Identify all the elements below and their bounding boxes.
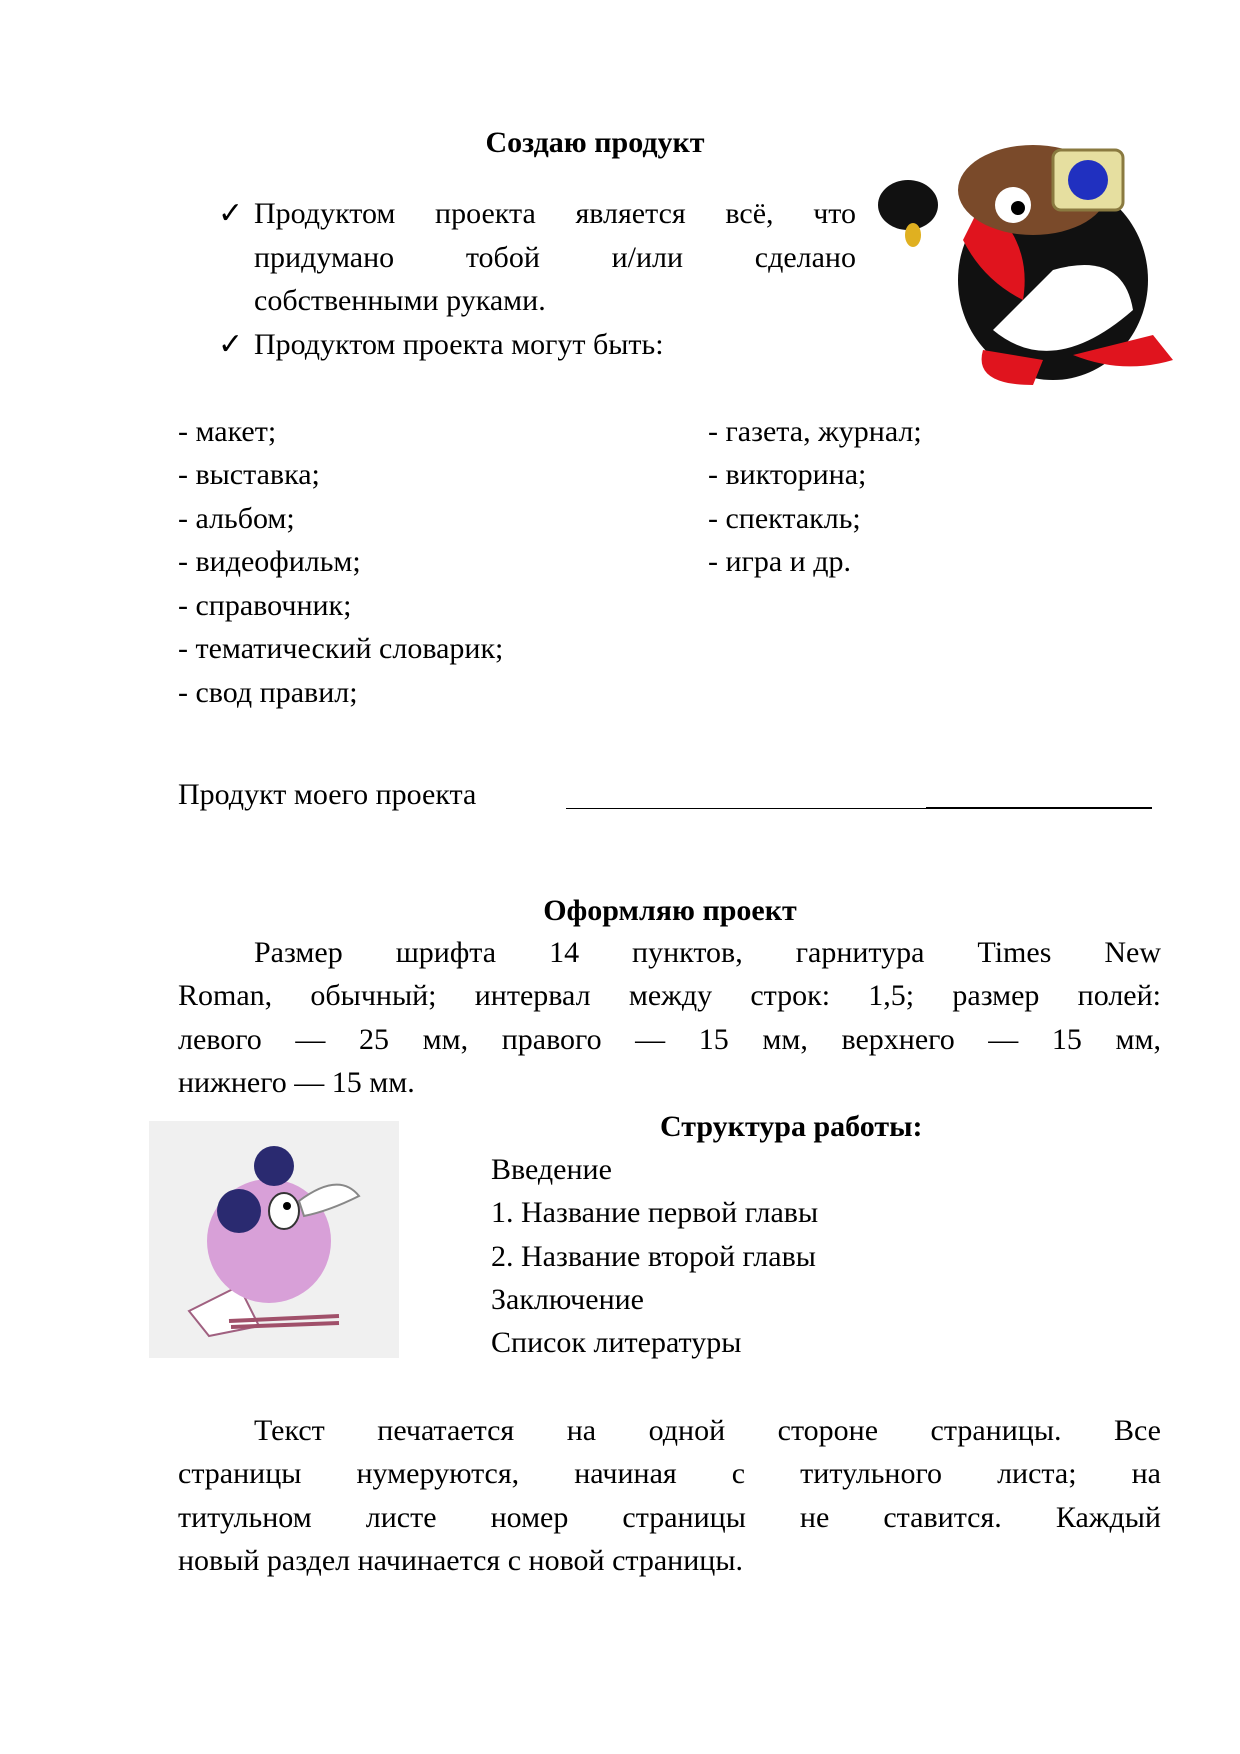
bullet-1-line-1: Продуктом проекта является всё, что	[254, 197, 856, 230]
list-item: - видеофильм;	[178, 545, 361, 578]
section-title-create-product: Создаю продукт	[485, 126, 705, 159]
bullet-1-line-2: придумано тобой и/или сделано	[254, 241, 856, 274]
structure-item: 1. Название первой главы	[491, 1196, 819, 1229]
paragraph-line: Размер шрифта 14 пунктов, гарнитура Times New	[254, 936, 1161, 969]
paragraph-line: Roman, обычный; интервал между строк: 1,5; размер полей:	[178, 979, 1161, 1012]
bullet-2-line-1: Продуктом проекта могут быть:	[254, 328, 664, 361]
list-item: - газета, журнал;	[708, 415, 922, 448]
product-answer-line[interactable]	[566, 808, 926, 809]
list-item: - макет;	[178, 415, 277, 448]
check-icon: ✓	[218, 328, 244, 361]
structure-item: Введение	[491, 1153, 612, 1186]
final-paragraph-line: титульном листе номер страницы не ставится. Каждый	[178, 1501, 1161, 1534]
paragraph-line: левого — 25 мм, правого — 15 мм, верхнего — 15 мм,	[178, 1023, 1161, 1056]
sheep-illustration	[149, 1121, 399, 1358]
list-item: - свод правил;	[178, 676, 358, 709]
check-icon: ✓	[218, 197, 244, 230]
structure-item: Список литературы	[491, 1326, 742, 1359]
structure-title: Структура работы:	[660, 1110, 923, 1143]
list-item: - справочник;	[178, 589, 352, 622]
list-item: - викторина;	[708, 458, 867, 491]
section-title-format-project: Оформляю проект	[543, 894, 797, 927]
final-paragraph-line: новый раздел начинается с новой страницы.	[178, 1544, 744, 1577]
list-item: - выставка;	[178, 458, 320, 491]
final-paragraph-line: страницы нумеруются, начиная с титульного листа; на	[178, 1457, 1161, 1490]
final-paragraph-line: Текст печатается на одной стороне страницы. Все	[254, 1414, 1161, 1447]
list-item: - альбом;	[178, 502, 295, 535]
paragraph-line: нижнего — 15 мм.	[178, 1066, 415, 1099]
bullet-1-line-3: собственными руками.	[254, 284, 546, 317]
penguin-illustration	[873, 130, 1183, 390]
list-item: - тематический словарик;	[178, 632, 504, 665]
product-answer-line-bold[interactable]	[926, 807, 1152, 809]
product-label: Продукт моего проекта	[178, 778, 477, 811]
list-item: - спектакль;	[708, 502, 861, 535]
list-item: - игра и др.	[708, 545, 851, 578]
structure-item: 2. Название второй главы	[491, 1240, 816, 1273]
structure-item: Заключение	[491, 1283, 644, 1316]
